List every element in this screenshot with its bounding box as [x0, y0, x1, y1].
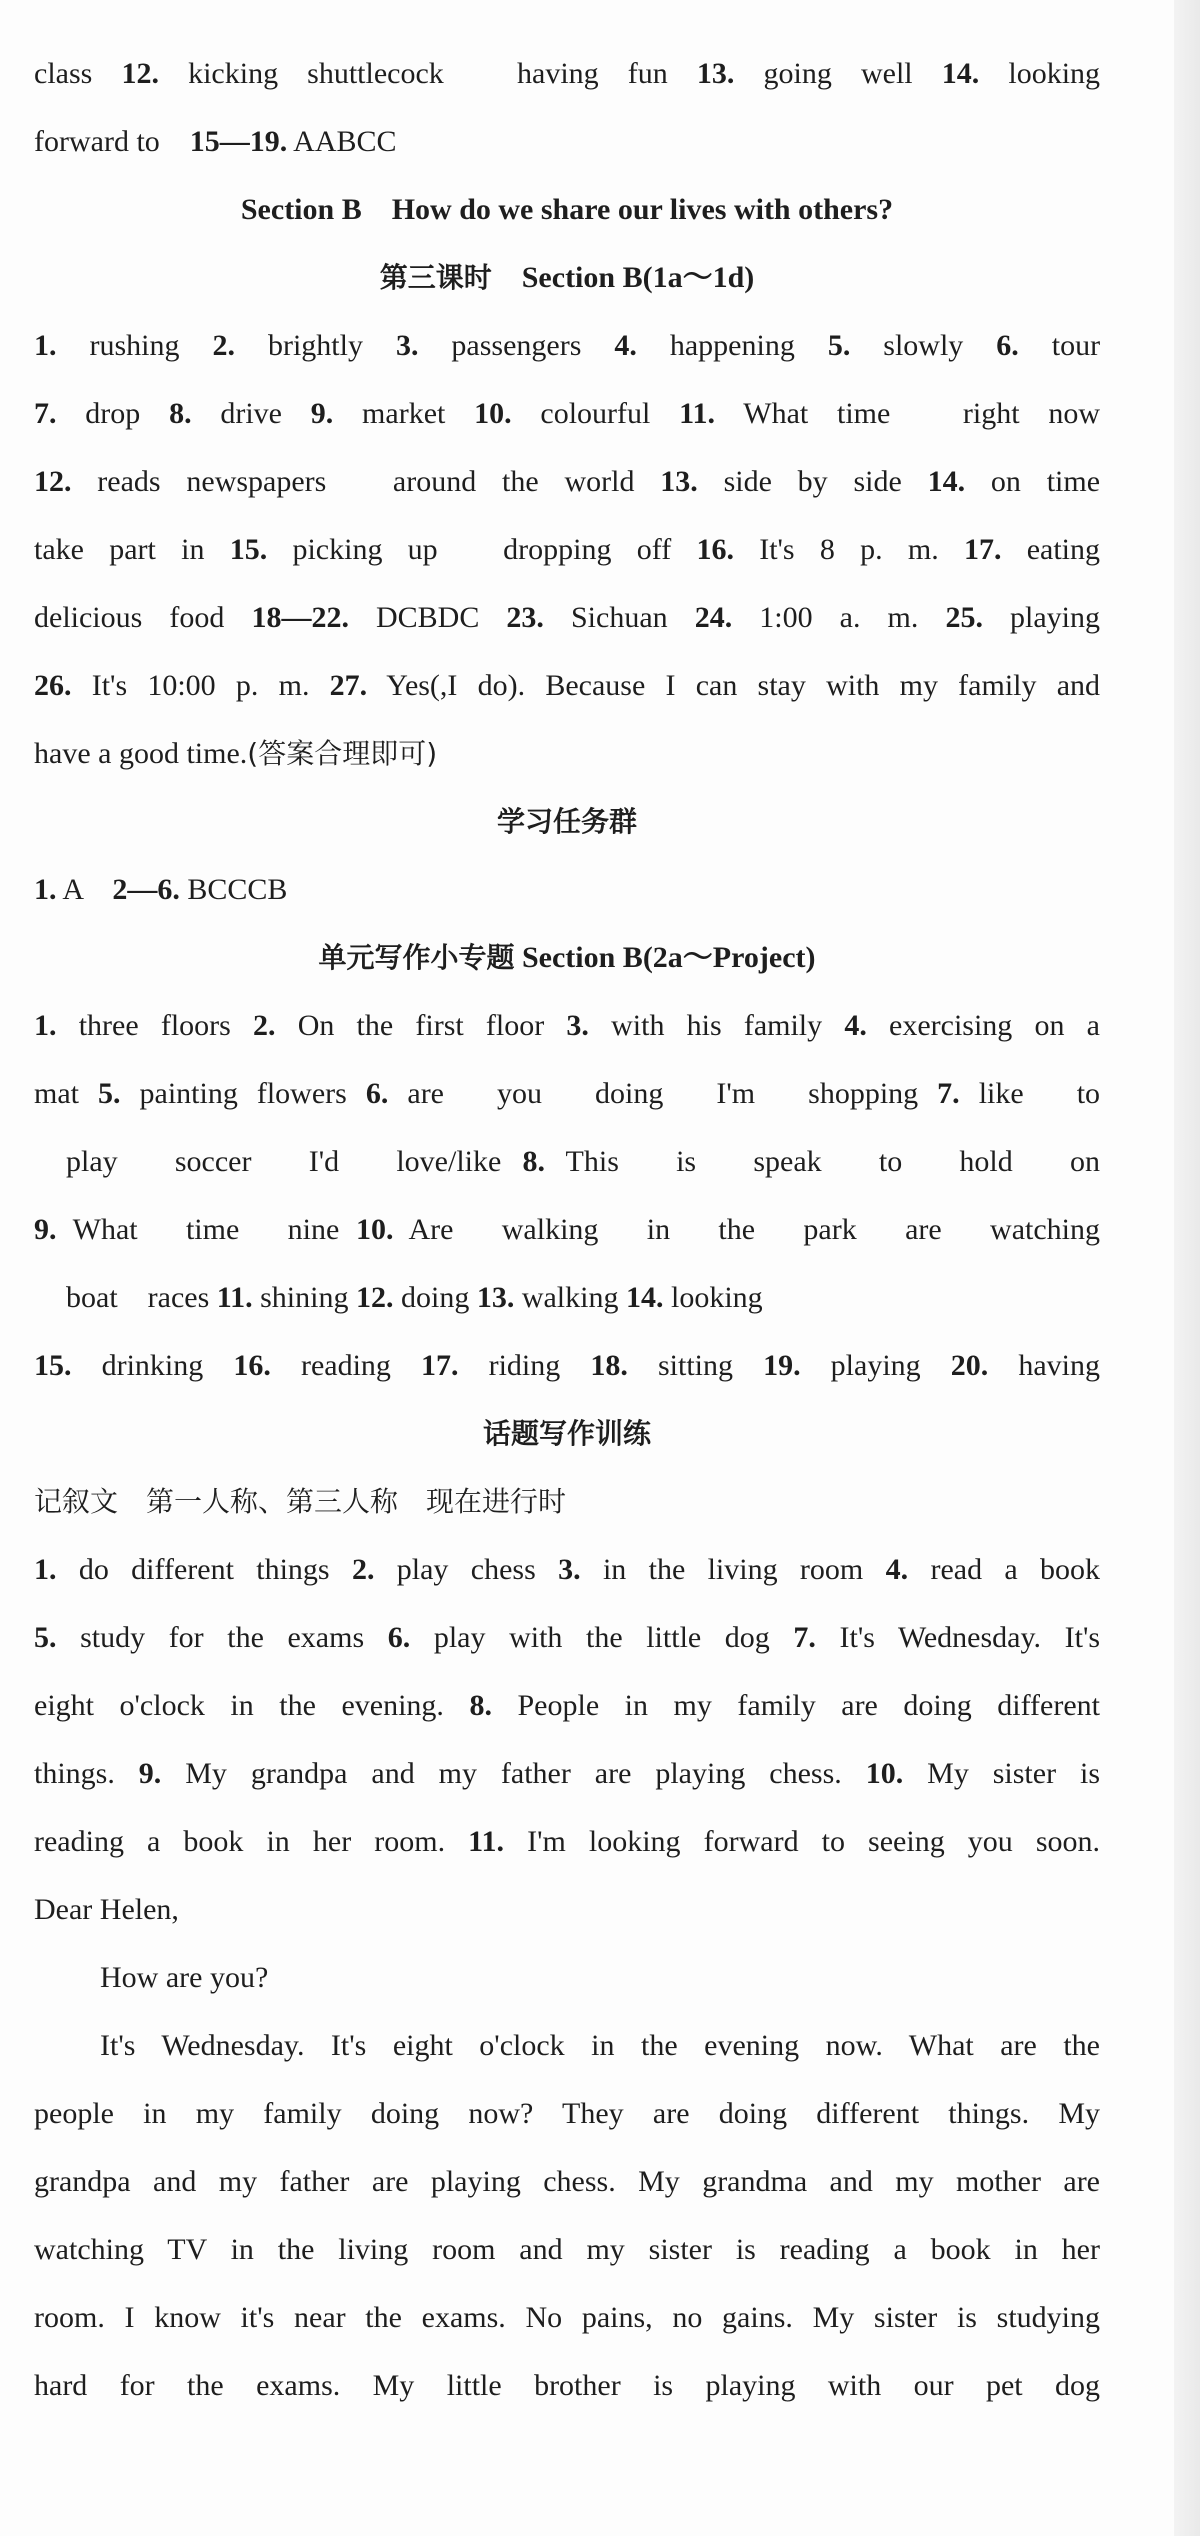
question-number: 11. [468, 1825, 505, 1858]
answer-text: brightly [267, 329, 363, 362]
answer-text: having [1018, 1349, 1100, 1382]
answer-text: reading a book in her room. [34, 1825, 446, 1858]
question-number: 19. [763, 1349, 801, 1382]
question-number: 10. [474, 397, 512, 430]
question-number: 1. [34, 1009, 57, 1042]
letter-line: It's Wednesday. It's eight o'clock in the evening now. What are the [100, 2029, 1100, 2062]
question-number: 16. [233, 1349, 271, 1382]
section-b-answers [34, 312, 1100, 720]
answer-text: market [362, 397, 446, 430]
question-number: 6. [365, 1077, 389, 1110]
answer-line [34, 1196, 1100, 1264]
question-number: 5. [827, 329, 851, 362]
answer-text: do different things [78, 1553, 330, 1586]
letter-body [34, 2012, 1100, 2420]
answer-text: My sister is [927, 1757, 1100, 1790]
question-number: 3. [566, 1009, 589, 1042]
answer-text: play soccer I'd love/like [66, 1145, 502, 1178]
answer-text: reads newspapers around the world [97, 465, 635, 498]
answer-line [34, 1740, 1100, 1808]
answer-text: three floors [78, 1009, 231, 1042]
lesson-3-title: 第三课时 Section B(1a～1d) [379, 261, 755, 294]
answer-text: are you doing I'm shopping [407, 1077, 919, 1110]
answer-text: delicious food [34, 601, 225, 634]
answer-text: with his family [611, 1009, 823, 1042]
answer-text: Are walking in the park are watching [408, 1213, 1100, 1246]
page-edge-shadow [1174, 0, 1200, 2536]
answer-text: things. [34, 1757, 115, 1790]
question-number: 9. [138, 1757, 162, 1790]
topic-answers [34, 1536, 1100, 1876]
answer-text: on time [990, 465, 1100, 498]
topic-writing-title: 话题写作训练 [482, 1417, 651, 1450]
answer-line [34, 1060, 1100, 1128]
unit-writing-answers [34, 992, 1100, 1400]
answer-line [34, 1128, 1100, 1196]
question-number: 8. [522, 1145, 545, 1178]
question-number: 5. [34, 1621, 57, 1654]
question-number: 8. [469, 1689, 492, 1722]
answer-line [34, 992, 1100, 1060]
answer-text: 1:00 a. m. [759, 601, 919, 634]
question-number: 3. [558, 1553, 581, 1586]
answer-line [34, 652, 1100, 720]
question-number: 7. [937, 1077, 960, 1110]
letter-line: watching TV in the living room and my sister is reading a book in her [34, 2233, 1100, 2266]
answer-text: It's Wednesday. It's [839, 1621, 1100, 1654]
answer-text: I'm looking forward to seeing you soon. [527, 1825, 1100, 1858]
question-number: 11. [679, 397, 716, 430]
question-number: 17. [421, 1349, 459, 1382]
answer-line: have a good time.(答案合理即可) [34, 737, 438, 770]
answer-text: playing [830, 1349, 921, 1382]
answer-text: picking up dropping off [292, 533, 672, 566]
answer-text: It's 8 p. m. [759, 533, 939, 566]
answer-text: mat [34, 1077, 79, 1110]
unit-writing-title: 单元写作小专题 Section B(2a～Project) [318, 941, 816, 974]
answer-text: doing [400, 1281, 470, 1314]
answer-text: passengers [451, 329, 582, 362]
question-number: 2. [253, 1009, 276, 1042]
answer-text: read a book [930, 1553, 1100, 1586]
letter-line: hard for the exams. My little brother is playing with our pet dog [34, 2369, 1100, 2402]
answer-line: class 12. kicking shuttlecock having fun 13. going well 14. looking [34, 57, 1100, 90]
question-number: 6. [996, 329, 1019, 362]
question-number: 4. [844, 1009, 867, 1042]
answer-text: walking [521, 1281, 619, 1314]
question-number: 14. [927, 465, 966, 498]
topic-subtitle: 记叙文 第一人称、第三人称 现在进行时 [34, 1485, 567, 1518]
answer-text: play with the little dog [433, 1621, 770, 1654]
answer-text: slowly [883, 329, 964, 362]
letter-greeting: How are you? [100, 1961, 269, 1994]
task-group-title: 学习任务群 [496, 805, 637, 838]
question-number: 7. [34, 397, 57, 430]
question-number: 20. [950, 1349, 989, 1382]
answer-text: My grandpa and my father are playing chess. [185, 1757, 842, 1790]
answer-text: in the living room [602, 1553, 864, 1586]
question-number: 14. [625, 1281, 664, 1314]
question-number: 16. [696, 533, 734, 566]
letter-line: people in my family doing now? They are doing different things. My [34, 2097, 1100, 2130]
answer-text: It's 10:00 p. m. [91, 669, 310, 702]
answer-line [34, 584, 1100, 652]
question-number: 27. [329, 669, 368, 702]
answer-text: eight o'clock in the evening. [34, 1689, 444, 1722]
question-number: 23. [506, 601, 544, 634]
answer-text: Sichuan [570, 601, 668, 634]
answer-text: riding [488, 1349, 561, 1382]
answer-text: People in my family are doing different [517, 1689, 1100, 1722]
answer-text: shining [260, 1281, 349, 1314]
question-number: 18—22. [251, 601, 349, 634]
answer-text: take part in [34, 533, 205, 566]
question-number: 12. [34, 465, 72, 498]
question-number: 15. [229, 533, 268, 566]
answer-text: tour [1051, 329, 1100, 362]
answer-text: sitting [657, 1349, 733, 1382]
question-number: 12. [355, 1281, 394, 1314]
answer-line [34, 1332, 1100, 1400]
answer-text: Yes(,I do). Because I can stay with my family and [386, 669, 1100, 702]
question-number: 10. [355, 1213, 394, 1246]
answer-text: rushing [89, 329, 180, 362]
answer-line: 1. A 2—6. BCCCB [34, 873, 288, 906]
question-number: 13. [660, 465, 698, 498]
answer-text: playing [1010, 601, 1100, 634]
answer-line [34, 312, 1100, 380]
letter-line: grandpa and my father are playing chess. My grandma and my mother are [34, 2165, 1100, 2198]
question-number: 17. [963, 533, 1002, 566]
question-number: 2. [212, 329, 235, 362]
answer-text: boat races [66, 1281, 210, 1314]
question-number: 1. [34, 329, 57, 362]
section-b-title: Section B How do we share our lives with others? [240, 193, 894, 226]
question-number: 8. [169, 397, 192, 430]
question-number: 4. [885, 1553, 909, 1586]
answer-line [34, 1604, 1100, 1672]
answer-text: looking [670, 1281, 763, 1314]
question-number: 24. [694, 601, 733, 634]
question-number: 7. [793, 1621, 816, 1654]
question-number: 6. [387, 1621, 411, 1654]
question-number: 3. [395, 329, 419, 362]
answer-line [34, 1536, 1100, 1604]
answer-text: On the first floor [297, 1009, 545, 1042]
question-number: 13. [476, 1281, 515, 1314]
question-number: 26. [34, 669, 72, 702]
answer-text: What time right now [743, 397, 1100, 430]
question-number: 4. [614, 329, 637, 362]
question-number: 10. [865, 1757, 904, 1790]
question-number: 25. [945, 601, 983, 634]
answer-line [34, 1808, 1100, 1876]
question-number: 1. [34, 1553, 57, 1586]
answer-text: like to [978, 1077, 1100, 1110]
answer-text: reading [300, 1349, 391, 1382]
answer-line [34, 516, 1100, 584]
answer-text: drive [220, 397, 282, 430]
answer-text: exercising on a [889, 1009, 1100, 1042]
answer-text: eating [1026, 533, 1100, 566]
question-number: 15. [34, 1349, 72, 1382]
answer-text: colourful [540, 397, 651, 430]
answer-line [34, 1672, 1100, 1740]
answer-line [34, 1264, 1100, 1332]
letter-salutation: Dear Helen, [34, 1893, 179, 1926]
answer-text: happening [669, 329, 795, 362]
answer-text: play chess [396, 1553, 536, 1586]
answer-text: side by side [723, 465, 902, 498]
question-number: 18. [590, 1349, 628, 1382]
answer-line [34, 380, 1100, 448]
question-number: 9. [34, 1213, 57, 1246]
question-number: 11. [216, 1281, 253, 1314]
answer-text: drop [85, 397, 141, 430]
answer-text: painting flowers [139, 1077, 347, 1110]
question-number: 9. [310, 397, 334, 430]
letter-line: room. I know it's near the exams. No pains, no gains. My sister is studying [34, 2301, 1100, 2334]
answer-text: This is speak to hold on [565, 1145, 1100, 1178]
question-number: 5. [98, 1077, 121, 1110]
question-number: 2. [351, 1553, 375, 1586]
answer-text: DCBDC [376, 601, 480, 634]
answer-line: forward to 15—19. AABCC [34, 125, 397, 158]
answer-text: study for the exams [80, 1621, 365, 1654]
answer-line [34, 448, 1100, 516]
answer-text: drinking [101, 1349, 204, 1382]
answer-text: What time nine [72, 1213, 340, 1246]
